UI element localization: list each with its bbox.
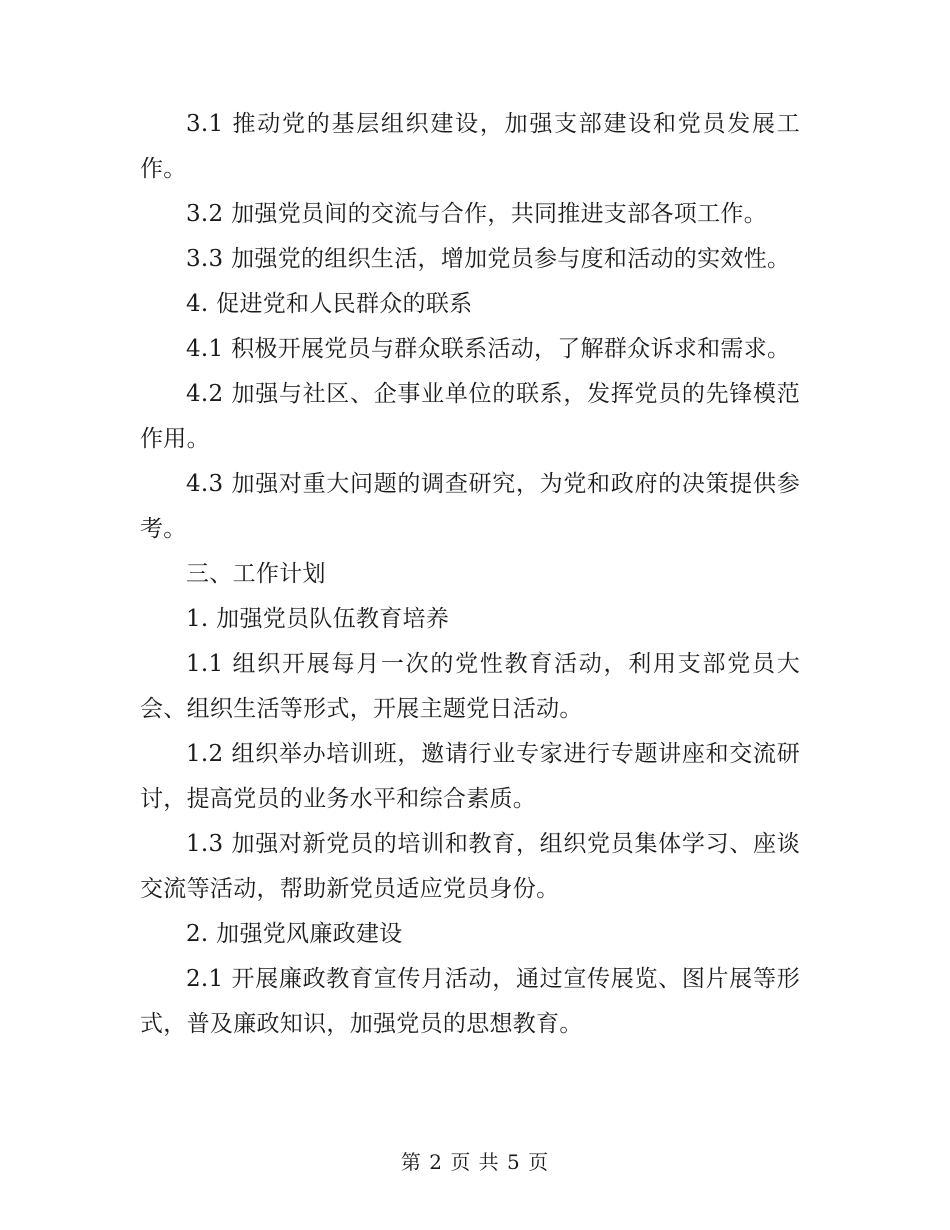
heading-4: 4. 促进党和人民群众的联系 — [186, 291, 473, 317]
paragraph-1-3: 1.3 加强对新党员的培训和教育，组织党员集体学习、座谈交流等活动，帮助新党员适应党员身份。 — [140, 831, 800, 902]
heading-2: 2. 加强党风廉政建设 — [186, 921, 403, 947]
paragraph-4-2: 4.2 加强与社区、企事业单位的联系，发挥党员的先锋模范作用。 — [140, 381, 800, 452]
document-body — [140, 102, 800, 1047]
paragraph-1-1: 1.1 组织开展每月一次的党性教育活动，利用支部党员大会、组织生活等形式，开展主题党日活动。 — [140, 651, 800, 722]
paragraph-1-2: 1.2 组织举办培训班，邀请行业专家进行专题讲座和交流研讨，提高党员的业务水平和综合素质。 — [140, 741, 800, 812]
paragraph-4-3: 4.3 加强对重大问题的调查研究，为党和政府的决策提供参考。 — [140, 471, 800, 542]
paragraph-3-2: 3.2 加强党员间的交流与合作，共同推进支部各项工作。 — [186, 201, 767, 227]
section-heading-work-plan: 三、工作计划 — [186, 561, 326, 587]
paragraph-3-3: 3.3 加强党的组织生活，增加党员参与度和活动的实效性。 — [186, 246, 791, 272]
paragraph-2-1: 2.1 开展廉政教育宣传月活动，通过宣传展览、图片展等形式，普及廉政知识，加强党员的思想教育。 — [140, 966, 800, 1037]
paragraph-4-1: 4.1 积极开展党员与群众联系活动，了解群众诉求和需求。 — [186, 336, 791, 362]
heading-1: 1. 加强党员队伍教育培养 — [186, 606, 450, 632]
paragraph-3-1: 3.1 推动党的基层组织建设，加强支部建设和党员发展工作。 — [140, 111, 800, 182]
page-number-footer: 第 2 页 共 5 页 — [400, 1150, 550, 1174]
